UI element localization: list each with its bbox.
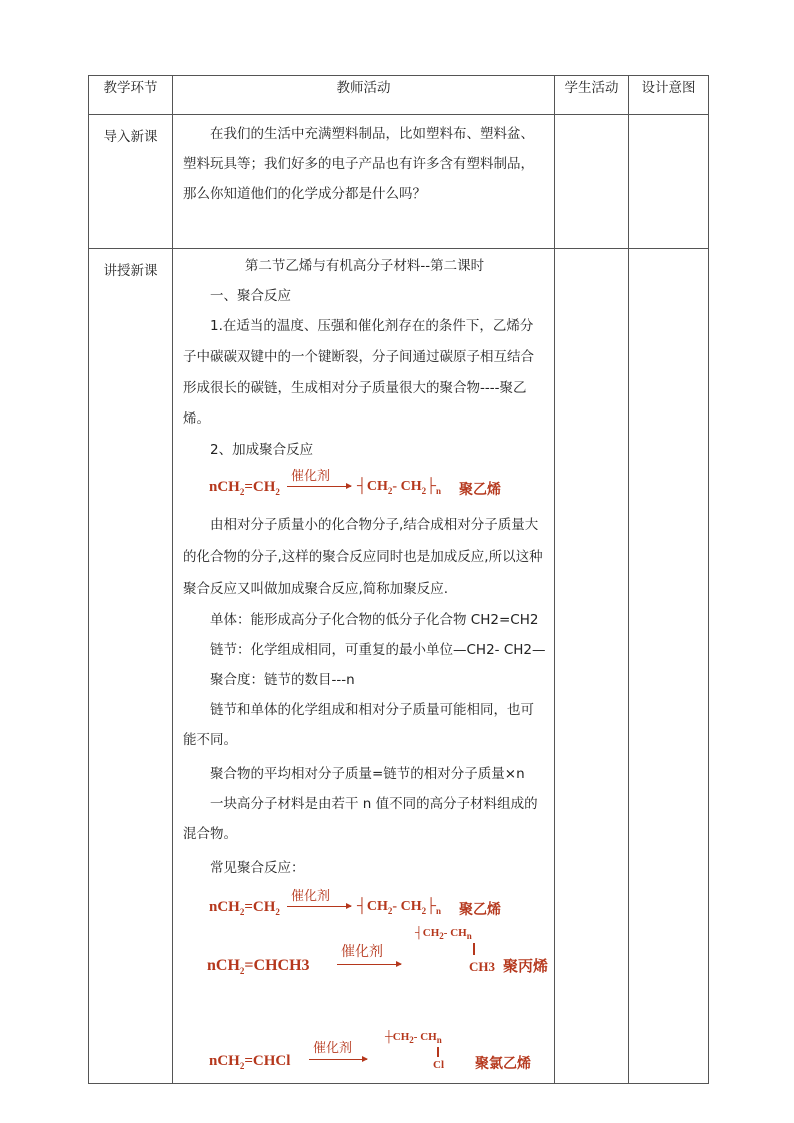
reaction-lhs: nCH$_2$=CHCH3 <box>207 957 310 977</box>
header-design-intent: 设计意图 <box>629 76 709 115</box>
paragraph-6: 一块高分子材料是由若干 n 值不同的高分子材料组成的混合物。 <box>183 796 538 842</box>
paragraph-chain-unit: 链节：化学组成相同，可重复的最小单位—CH2- CH2— <box>210 642 546 658</box>
bond-line <box>437 1047 439 1057</box>
section-heading: 一、聚合反应 <box>210 288 291 304</box>
student-activity-intro <box>555 115 629 249</box>
paragraph-2: 2、加成聚合反应 <box>210 442 314 458</box>
product-name: 聚氯乙烯 <box>475 1056 531 1072</box>
paragraph-monomer: 单体：能形成高分子化合物的低分子化合物 CH2=CH2 <box>210 612 539 628</box>
reaction-propylene <box>207 927 554 989</box>
design-intent-teaching <box>629 249 709 1084</box>
reaction-lhs: nCH$_2$=CHCl <box>209 1053 291 1071</box>
header-row <box>89 76 709 115</box>
reaction-lhs: $nCH_2=CH_2$ <box>209 899 280 917</box>
reaction-lhs: $nCH_2=CH_2$ <box>209 479 280 497</box>
reaction-ethylene <box>209 465 554 505</box>
paragraph-1: 1.在适当的温度、压强和催化剂存在的条件下，乙烯分子中碳碳双键中的一个键断裂，分子间通过碳原子相互结合形成很长的碳链，生成相对分子质量很大的聚合物----聚乙烯。 <box>183 318 534 427</box>
lesson-plan-table <box>88 75 709 1084</box>
bond-line <box>473 943 475 955</box>
student-activity-teaching <box>555 249 629 1084</box>
catalyst-label: 催化剂 <box>291 889 331 904</box>
paragraph-3: 由相对分子质量小的化合物分子,结合成相对分子质量大的化合物的分子,这样的聚合反应同时也是加成反应,所以这种聚合反应又叫做加成聚合反应,简称加聚反应. <box>183 517 543 597</box>
product-name: 聚乙烯 <box>459 482 501 498</box>
paragraph-5: 聚合物的平均相对分子质量=链节的相对分子质量×n <box>210 766 525 782</box>
intro-text: 在我们的生活中充满塑料制品，比如塑料布、塑料盆、塑料玩具等；我们好多的电子产品也有许多含有塑料制品，那么你知道他们的化学成分都是什么吗？ <box>183 126 534 202</box>
lesson-title: 第二节乙烯与有机高分子材料--第二课时 <box>244 258 485 274</box>
reaction-arrow <box>287 486 351 487</box>
reaction-ethylene-2 <box>209 885 554 925</box>
paragraph-4: 链节和单体的化学组成和相对分子质量可能相同，也可能不同。 <box>183 702 534 748</box>
catalyst-label: 催化剂 <box>341 944 383 960</box>
stage-teaching: 讲授新课 <box>89 249 173 1084</box>
reaction-arrow <box>287 906 351 907</box>
design-intent-intro <box>629 115 709 249</box>
reaction-product: $┤CH_2-$ $CH_2├_n$ <box>357 479 442 496</box>
reaction-arrow <box>309 1059 367 1060</box>
reaction-arrow <box>337 964 401 965</box>
branch-group: Cl <box>433 1059 444 1071</box>
catalyst-label: 催化剂 <box>313 1041 353 1056</box>
stage-intro: 导入新课 <box>89 115 173 249</box>
reaction-vinyl-chloride <box>209 1023 554 1083</box>
reaction-product: $┼CH_2-$ $CH_n$ <box>385 1031 442 1046</box>
catalyst-label: 催化剂 <box>291 469 331 484</box>
table-row-teaching <box>89 249 709 1084</box>
header-student-activity: 学生活动 <box>555 76 629 115</box>
teacher-activity-teaching <box>173 249 555 1084</box>
product-name: 聚丙烯 <box>503 957 549 975</box>
reaction-product: $┤CH_2-$ $CH_2├_n$ <box>357 899 442 916</box>
reaction-product: $┤CH_2-$ $CH_n$ <box>415 927 472 942</box>
table-row-intro <box>89 115 709 249</box>
teacher-activity-intro <box>173 115 555 249</box>
paragraph-degree: 聚合度：链节的数目---n <box>210 672 355 688</box>
header-teacher-activity: 教师活动 <box>173 76 555 115</box>
paragraph-common: 常见聚合反应： <box>210 860 305 876</box>
header-stage: 教学环节 <box>89 76 173 115</box>
branch-group: CH3 <box>469 959 495 974</box>
product-name: 聚乙烯 <box>459 902 501 918</box>
